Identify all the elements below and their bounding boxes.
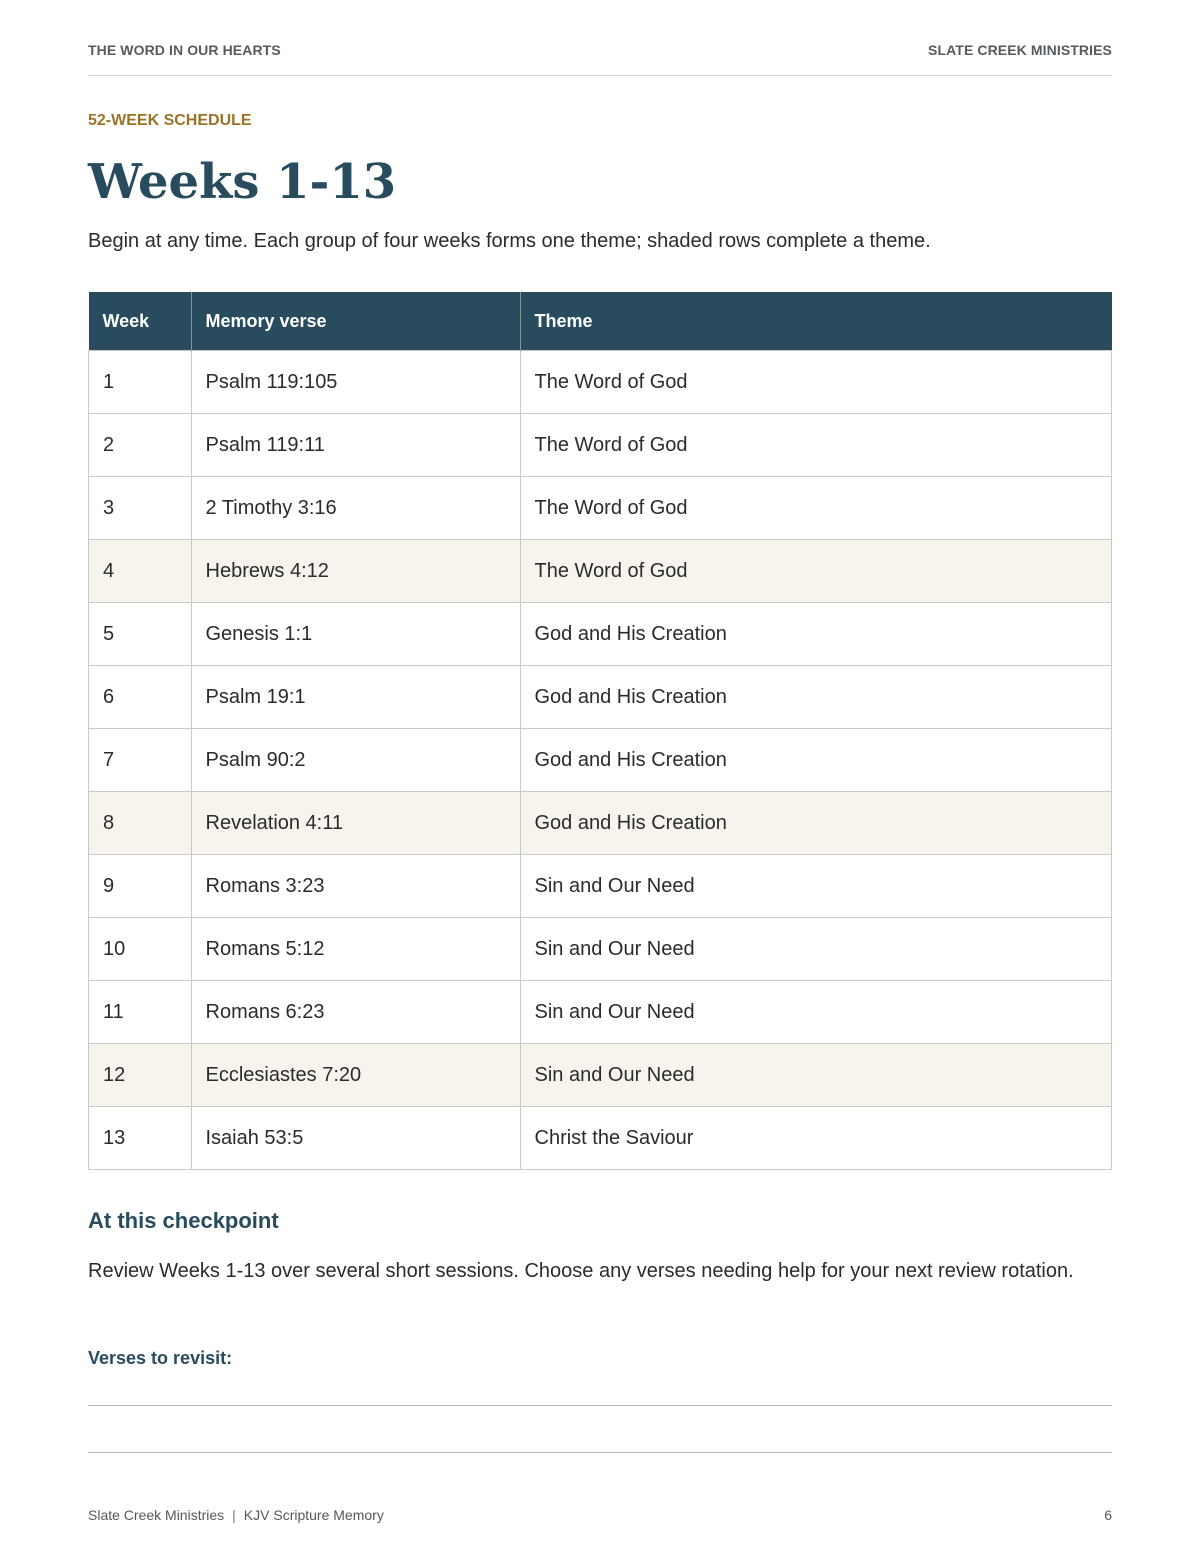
week-cell: 7 — [89, 729, 192, 792]
footer-series: KJV Scripture Memory — [243, 1507, 384, 1523]
verse-cell: Genesis 1:1 — [191, 603, 520, 666]
theme-cell: The Word of God — [520, 414, 1112, 477]
page-number: 6 — [1104, 1507, 1112, 1523]
table-row — [89, 1044, 1112, 1107]
table-row — [89, 918, 1112, 981]
week-cell: 12 — [89, 1044, 192, 1107]
schedule-table — [88, 292, 1112, 1170]
theme-cell: God and His Creation — [520, 729, 1112, 792]
write-in-line — [88, 1405, 1112, 1406]
table-row — [89, 540, 1112, 603]
week-cell: 4 — [89, 540, 192, 603]
theme-cell: Sin and Our Need — [520, 918, 1112, 981]
table-row — [89, 792, 1112, 855]
verse-cell: Romans 5:12 — [191, 918, 520, 981]
verse-cell: Ecclesiastes 7:20 — [191, 1044, 520, 1107]
theme-cell: The Word of God — [520, 540, 1112, 603]
week-cell: 8 — [89, 792, 192, 855]
table-row — [89, 414, 1112, 477]
checkpoint-text: Review Weeks 1-13 over several short sessions. Choose any verses needing help for your next review rotation. — [88, 1260, 1074, 1282]
verse-cell: 2 Timothy 3:16 — [191, 477, 520, 540]
table-row — [89, 351, 1112, 414]
theme-cell: God and His Creation — [520, 603, 1112, 666]
document-page — [88, 0, 1112, 1553]
theme-cell: The Word of God — [520, 351, 1112, 414]
table-row — [89, 477, 1112, 540]
theme-cell: Christ the Saviour — [520, 1107, 1112, 1170]
running-footer — [88, 1507, 1112, 1523]
verse-cell: Romans 6:23 — [191, 981, 520, 1044]
footer-publisher: Slate Creek Ministries — [88, 1507, 225, 1523]
footer-left — [88, 1507, 384, 1523]
verse-cell: Hebrews 4:12 — [191, 540, 520, 603]
verse-cell: Romans 3:23 — [191, 855, 520, 918]
write-in-line — [88, 1452, 1112, 1453]
table-row — [89, 981, 1112, 1044]
table-row — [89, 666, 1112, 729]
section-eyebrow: 52-WEEK SCHEDULE — [88, 112, 252, 129]
column-header-verse: Memory verse — [191, 292, 520, 351]
theme-cell: The Word of God — [520, 477, 1112, 540]
verse-cell: Psalm 119:105 — [191, 351, 520, 414]
theme-cell: Sin and Our Need — [520, 981, 1112, 1044]
running-header — [88, 42, 1112, 58]
theme-cell: Sin and Our Need — [520, 1044, 1112, 1107]
checkpoint-heading: At this checkpoint — [88, 1208, 279, 1233]
week-cell: 11 — [89, 981, 192, 1044]
table-row — [89, 855, 1112, 918]
header-rule — [88, 75, 1112, 76]
column-header-week: Week — [89, 292, 192, 351]
theme-cell: Sin and Our Need — [520, 855, 1112, 918]
week-cell: 10 — [89, 918, 192, 981]
week-cell: 1 — [89, 351, 192, 414]
verse-cell: Isaiah 53:5 — [191, 1107, 520, 1170]
theme-cell: God and His Creation — [520, 792, 1112, 855]
table-row — [89, 603, 1112, 666]
week-cell: 9 — [89, 855, 192, 918]
theme-cell: God and His Creation — [520, 666, 1112, 729]
table-row — [89, 729, 1112, 792]
week-cell: 13 — [89, 1107, 192, 1170]
footer-separator: | — [232, 1507, 236, 1523]
revisit-label: Verses to revisit: — [88, 1348, 233, 1368]
header-right: SLATE CREEK MINISTRIES — [928, 42, 1112, 58]
verse-cell: Revelation 4:11 — [191, 792, 520, 855]
week-cell: 5 — [89, 603, 192, 666]
page-title: Weeks 1-13 — [88, 154, 397, 210]
week-cell: 3 — [89, 477, 192, 540]
verse-cell: Psalm 119:11 — [191, 414, 520, 477]
table-row — [89, 1107, 1112, 1170]
verse-cell: Psalm 19:1 — [191, 666, 520, 729]
week-cell: 6 — [89, 666, 192, 729]
week-cell: 2 — [89, 414, 192, 477]
column-header-theme: Theme — [520, 292, 1112, 351]
table-header-row — [89, 292, 1112, 351]
verse-cell: Psalm 90:2 — [191, 729, 520, 792]
header-left: THE WORD IN OUR HEARTS — [88, 42, 281, 58]
intro-text: Begin at any time. Each group of four weeks forms one theme; shaded rows complete a theme. — [88, 230, 931, 252]
